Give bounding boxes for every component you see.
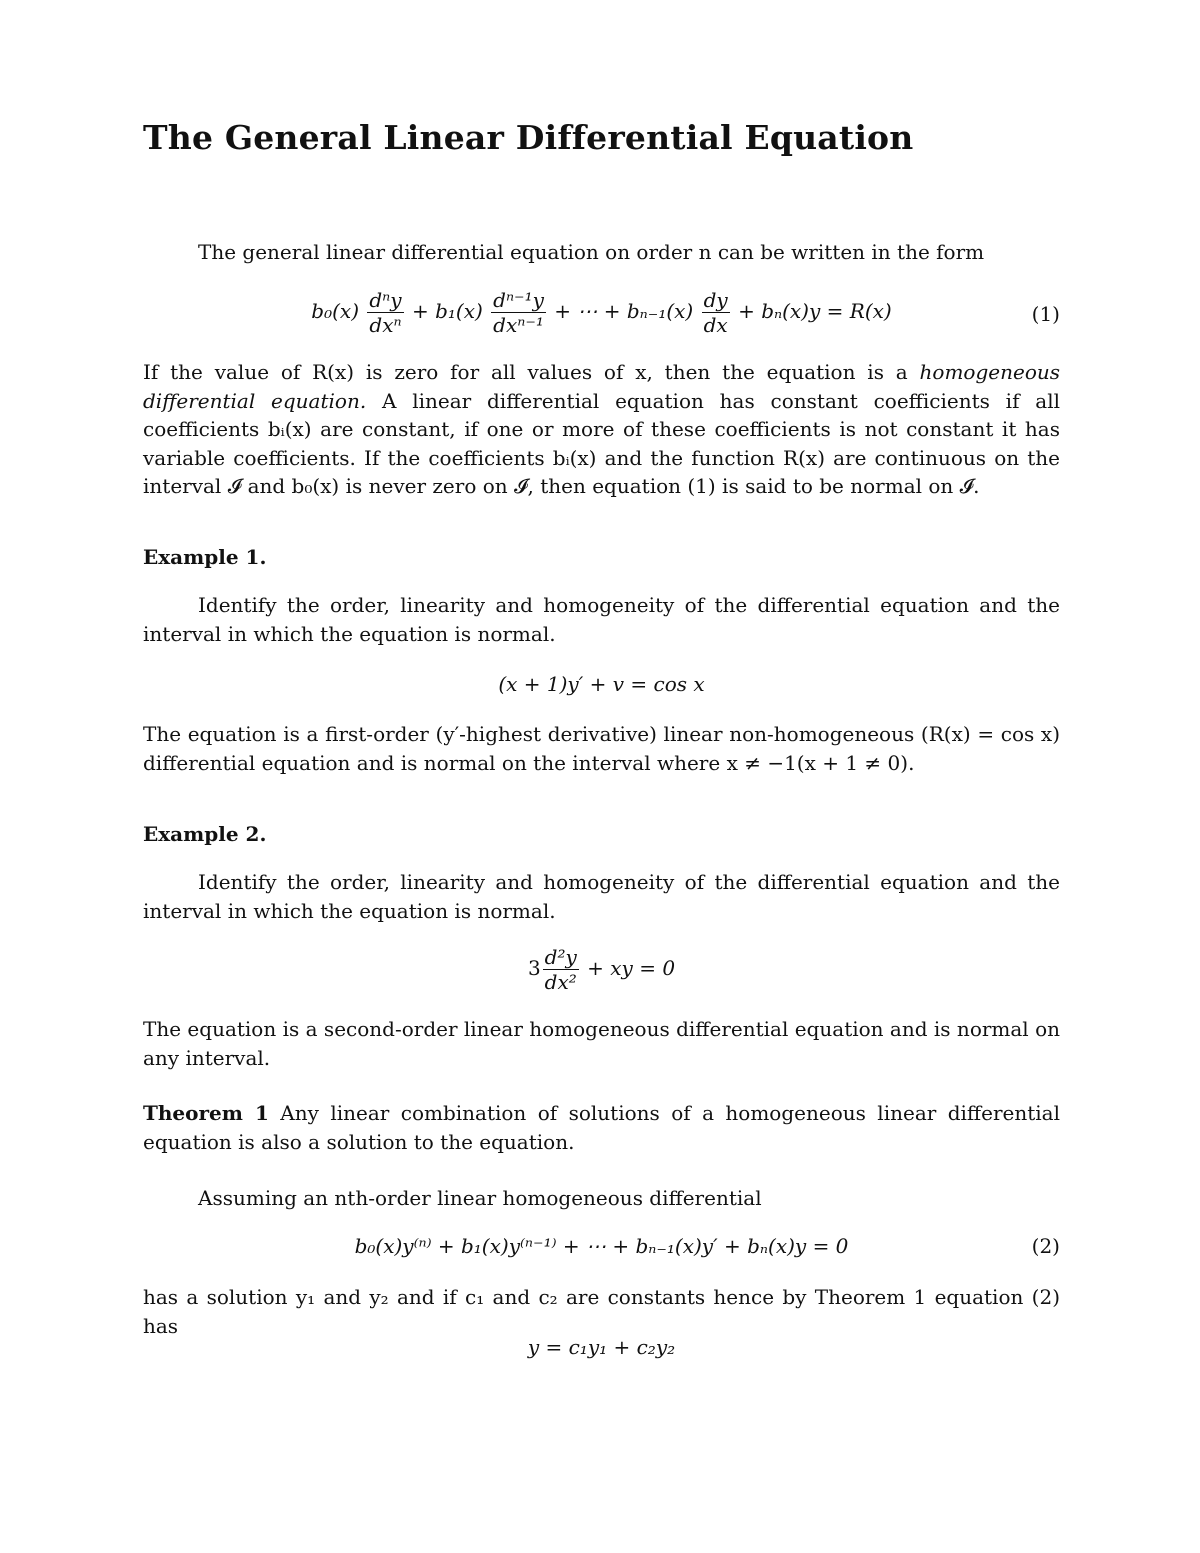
definition-text-a: If the value of R(x) is zero for all values of x, then the equation is a [143,360,920,384]
eq2-text: b₀(x)y⁽ⁿ⁾ + b₁(x)y⁽ⁿ⁻¹⁾ + ⋯ + bₙ₋₁(x)y′ + bₙ(x)y = 0 [354,1234,849,1258]
definition-paragraph [143,358,1060,501]
example-2-answer: The equation is a second-order linear homogeneous differential equation and is normal on any interval. [143,1017,1060,1070]
eq1-f3-numerator: dy [703,288,728,312]
eq1-f2-denominator: dxⁿ⁻¹ [493,313,544,337]
eq1-f1-denominator: dxⁿ [369,313,402,337]
eq2-number: (2) [1031,1234,1060,1258]
eq1-mid-1: + b₁(x) [411,299,483,323]
eq1-mid-2: + ⋯ + bₙ₋₁(x) [554,299,694,323]
eq-ex2-denominator: dx² [544,970,577,994]
eq1-f3-denominator: dx [703,313,728,337]
eq1-rest: + bₙ(x)y = R(x) [738,299,892,323]
eq1-lhs-start: b₀(x) [311,299,360,323]
eq1-f2-numerator: dⁿ⁻¹y [493,288,544,312]
assuming-paragraph: Assuming an nth-order linear homogeneous differential [198,1186,762,1210]
example-1-prompt: Identify the order, linearity and homogeneity of the differential equation and the interval in which the equation is normal. [143,593,1060,646]
equation-2 [143,1234,1060,1258]
eq-ex2-numerator: d²y [544,945,577,969]
page-title: The General Linear Differential Equation [143,118,914,157]
definition-text-b: A linear differential equation has constant coefficients if all coefficients bᵢ(x) are constant, if one or more of these coefficients is not constant it has variable coefficients. If the coefficients bᵢ(x) and the function R(x) are continuous on the interval 𝓘 and b₀(x) is never zero on 𝓘, then equation (1) is said to be normal on 𝓘. [143,388,1060,498]
example-2-prompt: Identify the order, linearity and homogeneity of the differential equation and the interval in which the equation is normal. [143,870,1060,923]
theorem-label: Theorem 1 [143,1101,269,1125]
eq1-number: (1) [1031,302,1060,326]
example-1-heading: Example 1. [143,545,267,569]
definition-emphasis: homogeneous differential equation. [143,360,1060,413]
intro-paragraph: The general linear differential equation on order n can be written in the form [198,240,985,264]
example-1-answer: The equation is a first-order (y′-highest derivative) linear non-homogeneous (R(x) = cos x) differential equation and is normal on the interval where x ≠ −1(x + 1 ≠ 0). [143,722,1060,775]
equation-1 [143,288,1060,337]
example-1-equation: (x + 1)y′ + v = cos x [498,672,705,696]
example-2-heading: Example 2. [143,822,267,846]
eq1-f1-numerator: dⁿy [369,288,402,312]
equation-3: y = c₁y₁ + c₂y₂ [527,1335,676,1359]
eq1-fraction-2 [491,288,546,337]
eq-ex2-coefficient: 3 [527,956,541,980]
eq-ex2-rest: + xy = 0 [587,956,676,980]
theorem-text: Any linear combination of solutions of a homogeneous linear differential equation is also a solution to the equation. [143,1101,1060,1154]
eq1-fraction-1 [367,288,403,337]
theorem-1 [143,1099,1060,1156]
solution-paragraph: has a solution y₁ and y₂ and if c₁ and c₂ are constants hence by Theorem 1 equation (2) has [143,1285,1060,1338]
eq-ex2-fraction [543,945,579,994]
eq1-fraction-3 [702,288,730,337]
example-2-equation [143,945,1060,994]
